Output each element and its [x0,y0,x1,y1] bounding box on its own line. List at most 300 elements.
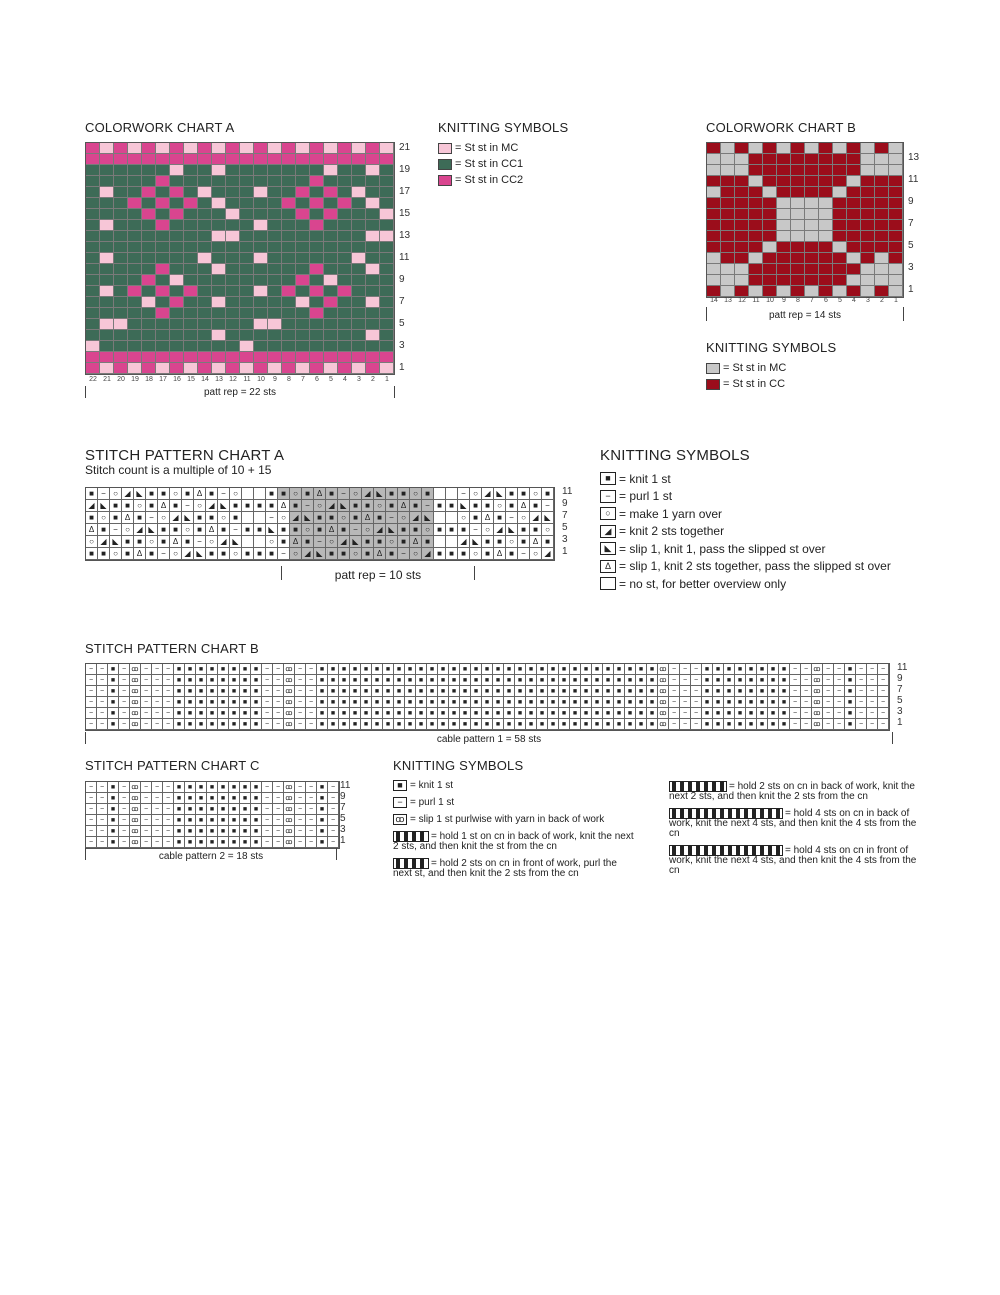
stitch-cell: ■ [314,524,326,536]
stitch-cell: ◣ [338,500,350,512]
stitch-cell: ꝏ [130,793,141,804]
row-label: 15 [399,208,411,219]
stitch-cell: ■ [405,708,416,719]
stitch-cell: ■ [278,536,290,548]
color-cell [100,264,114,275]
stitch-cell: ○ [302,524,314,536]
color-cell [861,275,875,286]
color-cell [861,176,875,187]
legend-item [600,505,891,523]
stitch-cell: − [790,719,801,730]
stitch-cell: ○ [422,524,434,536]
stitch-cell: ■ [185,837,196,848]
color-cell [156,176,170,187]
stitch-cell: ■ [266,500,278,512]
color-cell [212,341,226,352]
color-cell [142,253,156,264]
color-cell [847,264,861,275]
color-cell [833,220,847,231]
stitch-cell: Δ [482,512,494,524]
stitch-cell: ■ [302,536,314,548]
stitch-cell: ■ [242,548,254,560]
color-cell [240,264,254,275]
stitch-cell: ■ [614,664,625,675]
stitch-cell: ■ [182,488,194,500]
stitch-cell: ■ [746,719,757,730]
stitch-cell: ■ [251,793,262,804]
col-label: 2 [880,297,884,304]
stitch-cell: ■ [182,536,194,548]
stitch-cell: ○ [170,488,182,500]
chart-row [86,500,554,512]
no-stitch-icon [600,577,616,590]
stitch-cell: ■ [735,664,746,675]
stitch-cell: ■ [174,675,185,686]
stitch-cell: ꝏ [130,686,141,697]
stitch-cell: ■ [339,697,350,708]
stitch-cell: ■ [614,686,625,697]
stitch-cell: − [422,500,434,512]
stitch-cell: ꝏ [812,664,823,675]
color-cell [128,308,142,319]
color-cell [875,198,889,209]
stitch-cell: − [790,697,801,708]
color-cell [254,176,268,187]
stitch-cell: ■ [438,686,449,697]
stitch-cell: − [867,719,878,730]
stitch-chart-b-title: STITCH PATTERN CHART B [85,641,259,656]
color-cell [114,297,128,308]
stitch-cell: ■ [317,826,328,837]
color-cell [707,231,721,242]
color-cell [296,198,310,209]
color-cell [875,286,889,297]
stitch-cell: ■ [317,664,328,675]
stitch-cell: ■ [438,675,449,686]
stitch-cell: − [506,512,518,524]
stitch-cell: ■ [383,686,394,697]
stitch-chart-a-grid [85,487,555,561]
stitch-cell: ■ [614,675,625,686]
color-cell [114,308,128,319]
color-cell [170,143,184,154]
stitch-cell: − [152,837,163,848]
color-cell [296,187,310,198]
color-cell [86,352,100,363]
color-cell [310,231,324,242]
color-cell [324,319,338,330]
row-label: 7 [897,684,903,695]
stitch-cell: − [834,664,845,675]
stitch-cell: ■ [702,675,713,686]
stitch-cell: ◢ [218,536,230,548]
stitch-cell: ■ [592,664,603,675]
color-cell [212,154,226,165]
color-cell [170,253,184,264]
stitch-cell: ■ [471,675,482,686]
stitch-cell: − [119,782,130,793]
stitch-cell: − [262,793,273,804]
chart-row [86,154,394,165]
stitch-cell: ◢ [374,524,386,536]
stitch-cell: ■ [636,664,647,675]
stitch-cell: ■ [493,697,504,708]
stitch-cell: ■ [422,536,434,548]
stitch-cell: − [152,686,163,697]
stitch-cell: − [306,782,317,793]
color-cell [380,253,394,264]
stitch-cell: − [834,686,845,697]
stitch-cell: − [141,804,152,815]
stitch-cell: − [97,782,108,793]
color-cell [735,143,749,154]
stitch-cell: ◢ [134,524,146,536]
color-cell [324,154,338,165]
stitch-cell: − [273,793,284,804]
color-cell [156,198,170,209]
color-cell [352,264,366,275]
stitch-cell: ■ [526,708,537,719]
color-cell [833,286,847,297]
color-cell [282,176,296,187]
color-cell [282,330,296,341]
color-cell [735,209,749,220]
stitch-cell: − [801,708,812,719]
color-cell [324,275,338,286]
color-cell [114,275,128,286]
color-cell [198,363,212,374]
stitch-cell: − [97,686,108,697]
row-label: 13 [908,152,920,163]
color-cell [100,275,114,286]
stitch-cell: ꝏ [284,686,295,697]
stitch-cell: ■ [493,708,504,719]
swatch-mc [438,143,452,154]
stitch-cell: − [867,686,878,697]
stitch-cell: ■ [757,719,768,730]
legend-label: = knit 2 sts together [619,524,725,539]
colorwork-chart-a-title: COLORWORK CHART A [85,120,235,135]
color-cell [805,154,819,165]
color-cell [366,286,380,297]
stitch-cell: ■ [779,697,790,708]
chart-row [86,319,394,330]
purl-dash-icon: − [393,797,407,808]
color-cell [366,275,380,286]
stitch-cell: − [856,719,867,730]
stitch-cell: ■ [449,708,460,719]
legend-cable-2-2 [669,781,919,802]
stitch-cell: ■ [471,664,482,675]
color-cell [254,352,268,363]
symbols-b-title: KNITTING SYMBOLS [706,340,837,355]
color-cell [296,165,310,176]
sk2p-icon: Δ [600,560,616,573]
stitch-cell: − [680,686,691,697]
stitch-cell: − [306,708,317,719]
color-cell [86,341,100,352]
stitch-chart-a-title: STITCH PATTERN CHART A [85,447,285,464]
color-cell [777,242,791,253]
stitch-cell: ■ [537,664,548,675]
stitch-cell: ■ [405,675,416,686]
chart-row [86,719,889,730]
color-cell [100,220,114,231]
color-cell [212,253,226,264]
color-cell [861,154,875,165]
color-cell [86,154,100,165]
stitch-cell: ꝏ [812,708,823,719]
color-cell [861,286,875,297]
stitch-cell: ■ [383,664,394,675]
color-cell [875,176,889,187]
stitch-cell: ■ [458,524,470,536]
stitch-cell: ■ [581,675,592,686]
stitch-cell: ■ [108,815,119,826]
stitch-cell: − [230,524,242,536]
stitch-cell: ■ [251,815,262,826]
color-cell [735,242,749,253]
stitch-cell: ■ [317,675,328,686]
stitch-cell: ■ [515,697,526,708]
stitch-cell: − [97,804,108,815]
col-label: 3 [866,297,870,304]
stitch-cell: ■ [515,686,526,697]
color-cell [735,154,749,165]
stitch-cell: − [152,664,163,675]
stitch-cell: ■ [625,664,636,675]
stitch-cell: − [141,793,152,804]
color-cell [777,253,791,264]
stitch-cell: ◢ [542,548,554,560]
color-cell [805,176,819,187]
color-cell [310,165,324,176]
chart-row [707,209,903,220]
color-cell [254,319,268,330]
color-cell [352,198,366,209]
stitch-cell: ◢ [326,500,338,512]
stitch-cell: ○ [158,512,170,524]
row-label: 7 [399,296,405,307]
color-cell [254,231,268,242]
stitch-cell: ■ [207,782,218,793]
color-cell [735,286,749,297]
stitch-cell: ◢ [458,536,470,548]
color-cell [296,220,310,231]
color-cell [170,242,184,253]
color-cell [240,363,254,374]
color-cell [212,242,226,253]
color-cell [847,143,861,154]
color-cell [212,165,226,176]
color-cell [324,220,338,231]
color-cell [268,341,282,352]
color-cell [763,187,777,198]
color-cell [184,352,198,363]
stitch-cell: ■ [504,664,515,675]
color-cell [268,363,282,374]
stitch-cell: ■ [427,686,438,697]
color-cell [100,253,114,264]
color-cell [240,308,254,319]
chart-row [707,187,903,198]
color-cell [240,352,254,363]
stitch-cell: ■ [625,719,636,730]
stitch-cell: − [790,675,801,686]
color-cell [352,165,366,176]
color-cell [875,264,889,275]
color-cell [380,264,394,275]
stitch-cell: ■ [361,708,372,719]
stitch-cell: ■ [383,708,394,719]
stitch-cell: ꝏ [812,697,823,708]
stitch-cell: − [163,815,174,826]
legend-label: = slip 1 st purlwise with yarn in back of work [410,814,605,825]
color-cell [296,242,310,253]
stitch-cell: ■ [218,524,230,536]
color-cell [226,198,240,209]
color-cell [268,143,282,154]
stitch-cell: ◣ [182,512,194,524]
color-cell [142,220,156,231]
color-cell [86,231,100,242]
color-cell [100,176,114,187]
stitch-cell: ■ [328,675,339,686]
color-cell [184,264,198,275]
color-cell [875,220,889,231]
stitch-cell: ꝏ [130,697,141,708]
k2tog-icon: ◢ [600,525,616,538]
color-cell [254,275,268,286]
stitch-cell: ■ [779,708,790,719]
stitch-cell: ■ [570,664,581,675]
row-label: 3 [562,534,568,545]
stitch-cell: ■ [636,675,647,686]
color-cell [366,187,380,198]
stitch-cell: ■ [174,708,185,719]
stitch-cell: ■ [218,697,229,708]
color-cell [86,330,100,341]
color-cell [721,275,735,286]
stitch-cell: ○ [122,524,134,536]
color-cell [114,165,128,176]
stitch-cell: ■ [506,488,518,500]
color-cell [352,275,366,286]
stitch-cell: − [152,793,163,804]
color-cell [184,253,198,264]
col-label: 14 [201,376,209,383]
stitch-cell: ■ [251,804,262,815]
symbols-cable-left [393,780,638,885]
stitch-cell: ■ [86,512,98,524]
stitch-cell: ○ [410,488,422,500]
stitch-cell: ꝏ [130,708,141,719]
color-cell [296,176,310,187]
stitch-cell: ■ [196,719,207,730]
stitch-cell: ■ [724,708,735,719]
stitch-cell: − [306,719,317,730]
stitch-cell: − [97,719,108,730]
color-cell [268,330,282,341]
stitch-cell: ◣ [506,524,518,536]
chart-row [86,675,889,686]
stitch-cell: ■ [206,512,218,524]
color-cell [819,143,833,154]
stitch-cell: − [856,664,867,675]
color-cell [847,275,861,286]
color-cell [184,308,198,319]
color-cell [338,143,352,154]
color-cell [226,231,240,242]
color-cell [763,143,777,154]
color-cell [296,341,310,352]
color-cell [114,286,128,297]
stitch-cell: ■ [218,675,229,686]
stitch-cell: − [86,675,97,686]
stitch-cell: ■ [218,686,229,697]
chart-row [707,176,903,187]
color-cell [198,220,212,231]
color-cell [338,363,352,374]
stitch-chart-a-repeat-label: patt rep = 10 sts [334,568,422,582]
color-cell [184,187,198,198]
stitch-cell: − [152,804,163,815]
legend-purl [393,797,638,808]
stitch-cell: ■ [526,697,537,708]
color-cell [296,286,310,297]
stitch-cell: ■ [185,719,196,730]
color-cell [268,165,282,176]
color-cell [156,264,170,275]
stitch-cell: ■ [240,675,251,686]
stitch-cell: ■ [251,697,262,708]
color-cell [142,308,156,319]
color-cell [310,363,324,374]
stitch-cell: ■ [170,524,182,536]
stitch-cell: ■ [434,500,446,512]
row-label: 5 [399,318,405,329]
color-cell [861,231,875,242]
color-cell [268,308,282,319]
stitch-cell: ■ [518,524,530,536]
stitch-cell: ■ [768,708,779,719]
color-cell [791,231,805,242]
row-label: 7 [340,802,346,813]
stitch-cell: − [152,675,163,686]
color-cell [184,231,198,242]
color-cell [735,231,749,242]
stitch-cell: ■ [174,793,185,804]
stitch-cell: ■ [240,837,251,848]
color-cell [240,341,254,352]
legend-item [600,470,891,488]
color-cell [212,275,226,286]
stitch-cell: ■ [636,686,647,697]
stitch-cell: ■ [548,686,559,697]
stitch-cell: ■ [470,500,482,512]
stitch-cell: ■ [482,697,493,708]
color-cell [268,242,282,253]
color-cell [254,209,268,220]
stitch-cell: ■ [537,708,548,719]
color-cell [240,220,254,231]
stitch-cell: ■ [482,686,493,697]
color-cell [721,264,735,275]
color-cell [254,220,268,231]
stitch-cell: ■ [317,686,328,697]
color-cell [86,363,100,374]
legend-cable-1-2 [393,831,638,852]
